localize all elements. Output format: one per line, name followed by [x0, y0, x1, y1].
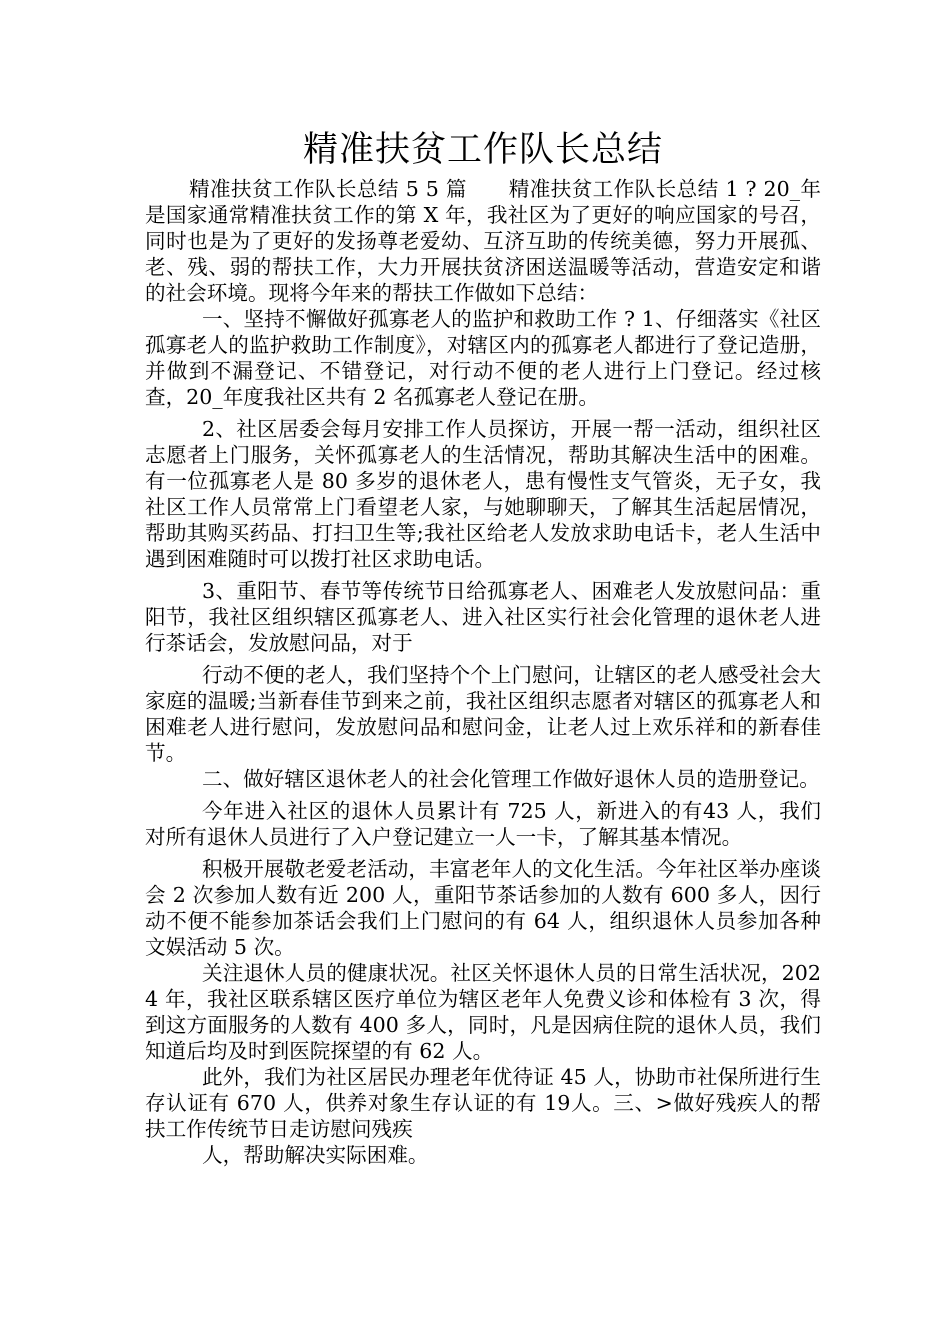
paragraph-activities: 积极开展敬老爱老活动，丰富老年人的文化生活。今年社区举办座谈会 2 次参加人数有近 200 人，重阳节茶话参加的人数有 600 多人，因行动不便不能参加茶话会我们上门慰问的有 64 人，组织退休人员参加各种文娱活动 5 次。 — [145, 857, 821, 959]
paragraph-closing: 人，帮助解决实际困难。 — [202, 1143, 429, 1167]
paragraph-certificates: 此外，我们为社区居民办理老年优待证 45 人，协助市社保所进行生存认证有 670 人，供养对象生存认证的有 19人。三、>做好残疾人的帮扶工作传统节日走访慰问残疾 — [145, 1065, 821, 1141]
paragraph-item-3: 3、重阳节、春节等传统节日给孤寡老人、困难老人发放慰问品：重阳节，我社区组织辖区孤寡老人、进入社区实行社会化管理的退休老人进行茶话会，发放慰问品，对于 — [145, 579, 821, 655]
paragraph-section-2: 二、做好辖区退休老人的社会化管理工作做好退休人员的造册登记。 — [202, 767, 820, 791]
document-title: 精准扶贫工作队长总结 — [302, 130, 663, 170]
paragraph-intro: 精准扶贫工作队长总结 5 5 篇 精准扶贫工作队长总结 1 ? 20_年是国家通常精准扶贫工作的第 X 年，我社区为了更好的响应国家的号召，同时也是为了更好的发扬尊老爱幼、互济互助的传统美德，努力开展孤、老、残、弱的帮扶工作，大力开展扶贫济困送温暖等活动，营造安定和谐的社会环境。现将今年来的帮扶工作做如下总结： — [145, 177, 821, 305]
paragraph-section-1: 一、坚持不懈做好孤寡老人的监护和救助工作 ? 1、仔细落实《社区孤寡老人的监护救助工作制度》，对辖区内的孤寡老人都进行了登记造册，并做到不漏登记、不错登记，对行动不便的老人进行上门登记。经过核查，20_年度我社区共有 2 名孤寡老人登记在册。 — [145, 307, 821, 409]
paragraph-item-3-continued: 行动不便的老人，我们坚持个个上门慰问，让辖区的老人感受社会大家庭的温暖;当新春佳节到来之前，我社区组织志愿者对辖区的孤寡老人和困难老人进行慰问，发放慰问品和慰问金，让老人过上欢乐祥和的新春佳节。 — [145, 663, 821, 765]
document-page — [145, 128, 821, 1168]
paragraph-retirees-count: 今年进入社区的退休人员累计有 725 人，新进入的有43 人，我们对所有退休人员进行了入户登记建立一人一卡，了解其基本情况。 — [145, 799, 821, 849]
paragraph-health: 关注退休人员的健康状况。社区关怀退休人员的日常生活状况，2024 年，我社区联系辖区医疗单位为辖区老年人免费义诊和体检有 3 次，得到这方面服务的人数有 400 多人，同时，凡是因病住院的退休人员，我们知道后均及时到医院探望的有 62 人。 — [145, 961, 821, 1063]
paragraph-item-2: 2、社区居委会每月安排工作人员探访，开展一帮一活动，组织社区志愿者上门服务，关怀孤寡老人的生活情况，帮助其解决生活中的困难。有一位孤寡老人是 80 多岁的退休老人，患有慢性支气管炎，无子女，我社区工作人员常常上门看望老人家，与她聊聊天，了解其生活起居情况，帮助其购买药品、打扫卫生等;我社区给老人发放求助电话卡，老人生活中遇到困难随时可以拨打社区求助电话。 — [145, 417, 821, 571]
